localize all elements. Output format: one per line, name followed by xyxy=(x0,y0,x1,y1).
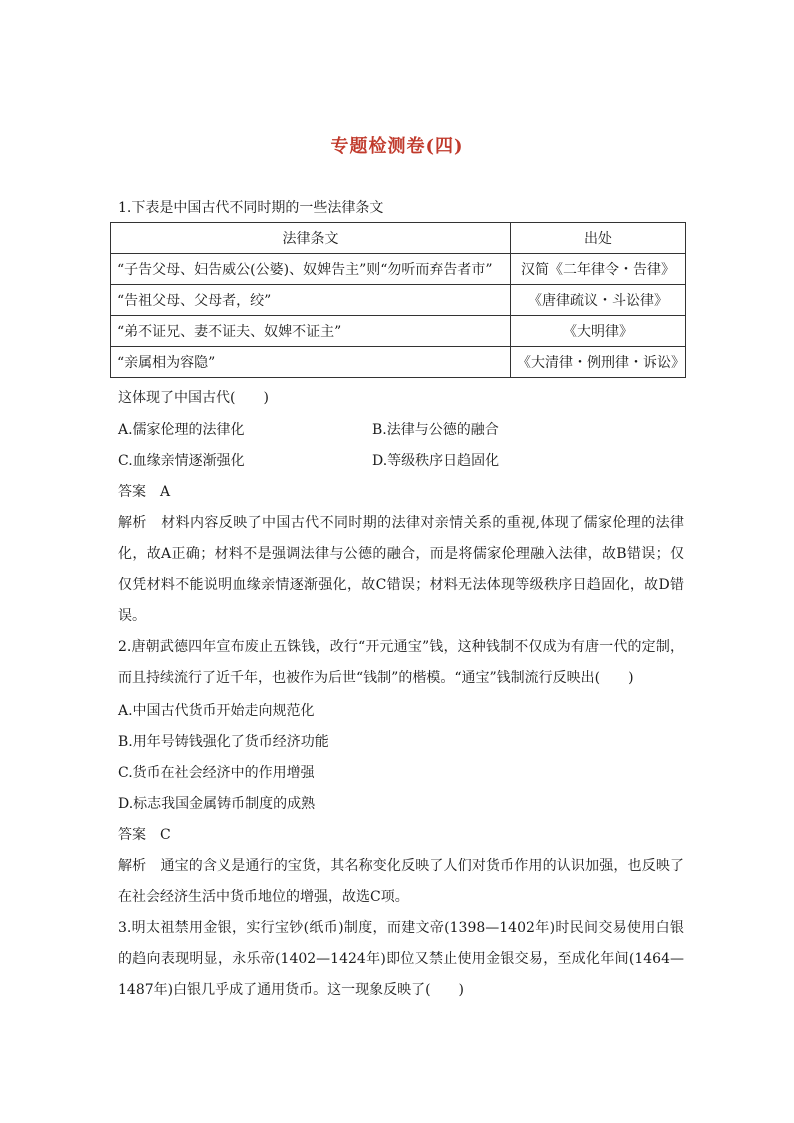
law-table xyxy=(110,222,686,378)
q2-option-b: B.用年号铸钱强化了货币经济功能 xyxy=(118,734,329,750)
table-cell-source: 《唐律疏议・斗讼律》 xyxy=(511,285,686,316)
q2-option-c: C.货币在社会经济中的作用增强 xyxy=(118,765,315,781)
table-row xyxy=(111,285,686,316)
option-d: D.等级秩序日趋固化 xyxy=(372,453,500,469)
question-1-stem: 1.下表是中国古代不同时期的一些法律条文 xyxy=(118,200,384,216)
option-c: C.血缘亲情逐渐强化 xyxy=(118,453,245,469)
table-cell-source: 汉简《二年律令・告律》 xyxy=(511,254,686,285)
table-row xyxy=(111,347,686,378)
table-cell-source: 《大明律》 xyxy=(511,316,686,347)
table-cell-law: “告祖父母、父母者，绞” xyxy=(111,285,511,316)
q2-option-a: A.中国古代货币开始走向规范化 xyxy=(118,703,315,719)
answer-1: 答案 A xyxy=(118,484,171,500)
answer-2: 答案 C xyxy=(118,827,171,843)
analysis-1: 解析 材料内容反映了中国古代不同时期的法律对亲情关系的重视,体现了儒家伦理的法律化，故A正确；材料不是强调法律与公德的融合，而是将儒家伦理融入法律，故B错误；仅仅凭材料不能说明血缘亲情逐渐强化，故C错误；材料无法体现等级秩序日趋固化，故D错误。 xyxy=(118,515,684,624)
page-title: 专题检测卷(四) xyxy=(330,136,464,157)
table-cell-law: “弟不证兄、妻不证夫、奴婢不证主” xyxy=(111,316,511,347)
question-2-stem: 2.唐朝武德四年宣布废止五铢钱，改行“开元通宝”钱，这种钱制不仅成为有唐一代的定制，而且持续流行了近千年，也被作为后世“钱制”的楷模。“通宝”钱制流行反映出( ) xyxy=(118,639,684,686)
table-header: 出处 xyxy=(511,223,686,254)
table-header-row xyxy=(111,223,686,254)
analysis-2: 解析 通宝的含义是通行的宝货，其名称变化反映了人们对货币作用的认识加强，也反映了在社会经济生活中货币地位的增强，故选C项。 xyxy=(118,858,684,905)
table-cell-source: 《大清律・例刑律・诉讼》 xyxy=(511,347,686,378)
table-row xyxy=(111,316,686,347)
table-cell-law: “亲属相为容隐” xyxy=(111,347,511,378)
option-b: B.法律与公德的融合 xyxy=(372,422,499,438)
question-1-prompt: 这体现了中国古代( ) xyxy=(118,390,269,406)
table-header: 法律条文 xyxy=(111,223,511,254)
option-a: A.儒家伦理的法律化 xyxy=(118,422,245,438)
q2-option-d: D.标志我国金属铸币制度的成熟 xyxy=(118,796,316,812)
table-cell-law: “子告父母、妇告威公(公婆)、奴婢告主”则“勿听而弃告者市” xyxy=(111,254,511,285)
question-3-stem: 3.明太祖禁用金银，实行宝钞(纸币)制度，而建文帝(1398—1402年)时民间交易使用白银的趋向表现明显，永乐帝(1402—1424年)即位又禁止使用金银交易，至成化年间(1464—1487年)白银几乎成了通用货币。这一现象反映了( ) xyxy=(118,920,684,998)
table-row xyxy=(111,254,686,285)
